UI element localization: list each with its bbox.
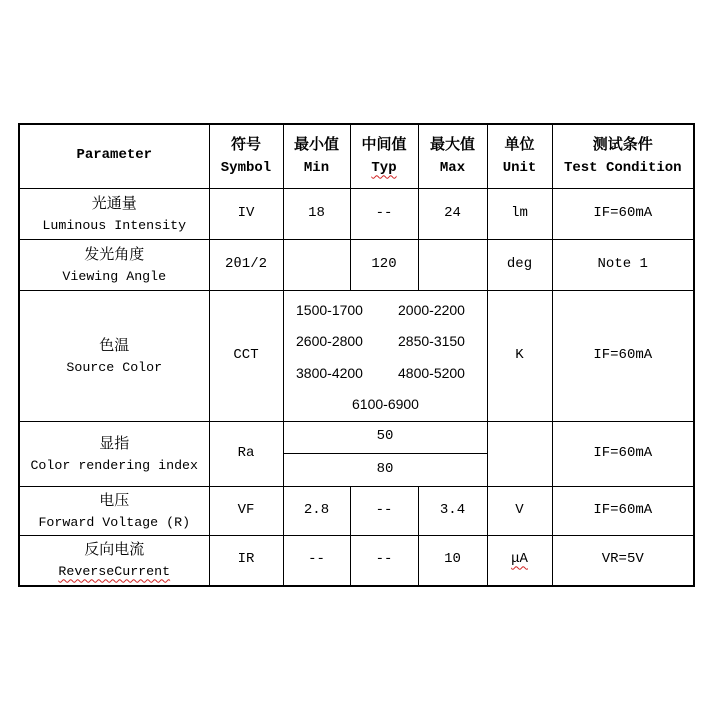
unit-cell: V — [487, 486, 552, 535]
param-name-cn: 反向电流 — [84, 540, 145, 559]
ra-value-cell: 50 — [283, 421, 487, 453]
cct-range: 2000-2200 — [398, 301, 465, 318]
unit-cell: lm — [487, 188, 552, 239]
header-symbol — [209, 124, 283, 188]
param-name-cn: 电压 — [99, 490, 130, 509]
max-cell: 3.4 — [418, 486, 487, 535]
header-max-en: Max — [439, 160, 466, 177]
test-cell: IF=60mA — [552, 421, 694, 486]
header-symbol-cn: 符号 — [230, 135, 261, 154]
param-name-en: Color rendering index — [30, 457, 199, 473]
header-typ-cn: 中间值 — [361, 135, 407, 154]
max-cell: 24 — [418, 188, 487, 239]
param-name-cn: 光通量 — [91, 193, 137, 212]
header-max-cn: 最大值 — [429, 135, 475, 154]
param-name-en: Viewing Angle — [62, 268, 167, 284]
unit-cell — [487, 535, 552, 586]
test-cell: IF=60mA — [552, 290, 694, 421]
max-cell: 10 — [418, 535, 487, 586]
table-row — [19, 290, 694, 421]
param-name-en: Luminous Intensity — [42, 217, 187, 233]
param-name-en: Source Color — [66, 359, 163, 375]
header-min — [283, 124, 350, 188]
cct-range-cell — [283, 290, 487, 421]
header-min-cn: 最小值 — [293, 135, 339, 154]
header-unit — [487, 124, 552, 188]
header-symbol-en: Symbol — [220, 160, 272, 177]
test-cell: IF=60mA — [552, 486, 694, 535]
header-max — [418, 124, 487, 188]
table-row — [19, 188, 694, 239]
cct-range: 6100-6900 — [352, 396, 419, 412]
header-typ — [350, 124, 418, 188]
test-cell: Note 1 — [552, 239, 694, 290]
header-typ-en: Typ — [371, 160, 397, 177]
unit-value: μA — [511, 551, 528, 568]
min-cell: -- — [283, 535, 350, 586]
table-row — [19, 239, 694, 290]
min-cell: 2.8 — [283, 486, 350, 535]
cct-range: 2600-2800 — [296, 333, 363, 349]
header-test-en: Test Condition — [563, 160, 682, 177]
header-test-cn: 测试条件 — [592, 135, 653, 154]
typ-cell: -- — [350, 188, 418, 239]
max-cell — [418, 239, 487, 290]
min-cell: 18 — [283, 188, 350, 239]
cct-range: 4800-5200 — [398, 364, 465, 381]
ra-value-cell: 80 — [283, 453, 487, 486]
header-unit-en: Unit — [502, 160, 537, 177]
symbol-cell: VF — [209, 486, 283, 535]
table-row — [19, 535, 694, 586]
unit-cell: deg — [487, 239, 552, 290]
header-unit-cn: 单位 — [504, 135, 535, 154]
param-name-cn: 色温 — [99, 335, 130, 354]
param-name-cn: 发光角度 — [84, 244, 145, 263]
test-cell: VR=5V — [552, 535, 694, 586]
param-cell — [19, 239, 209, 290]
table-row — [19, 486, 694, 535]
param-cell — [19, 290, 209, 421]
symbol-cell: IV — [209, 188, 283, 239]
header-min-en: Min — [303, 160, 330, 177]
spec-table — [18, 123, 695, 587]
typ-cell: -- — [350, 535, 418, 586]
header-parameter — [19, 124, 209, 188]
header-test — [552, 124, 694, 188]
cct-range: 1500-1700 — [296, 301, 363, 318]
test-cell: IF=60mA — [552, 188, 694, 239]
typ-cell: 120 — [350, 239, 418, 290]
param-cell — [19, 535, 209, 586]
unit-cell: K — [487, 290, 552, 421]
cct-range: 2850-3150 — [398, 333, 465, 349]
symbol-cell: Ra — [209, 421, 283, 486]
table-row — [19, 421, 694, 453]
typ-cell: -- — [350, 486, 418, 535]
min-cell — [283, 239, 350, 290]
symbol-cell: IR — [209, 535, 283, 586]
param-name-en: Forward Voltage (R) — [38, 514, 191, 530]
cct-range-grid — [284, 291, 487, 421]
param-name-cn: 显指 — [99, 433, 130, 452]
symbol-cell: CCT — [209, 290, 283, 421]
header-row — [19, 124, 694, 188]
param-cell — [19, 486, 209, 535]
unit-cell — [487, 421, 552, 486]
param-cell — [19, 188, 209, 239]
header-parameter-label: Parameter — [76, 147, 153, 164]
cct-range: 3800-4200 — [296, 364, 363, 381]
param-cell — [19, 421, 209, 486]
symbol-cell: 2θ1/2 — [209, 239, 283, 290]
param-name-en: ReverseCurrent — [58, 564, 171, 580]
